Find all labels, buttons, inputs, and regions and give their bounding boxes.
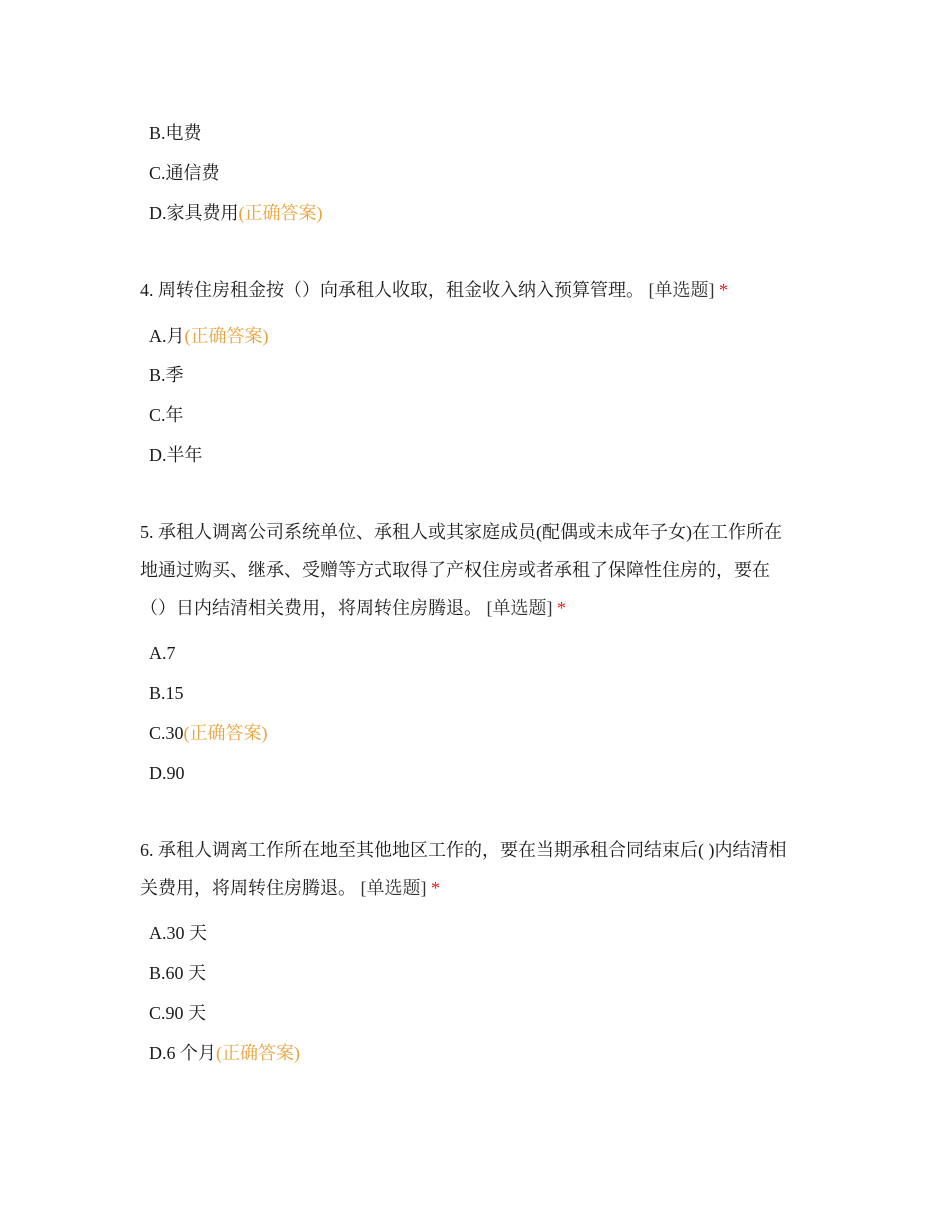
q4-option-c [149,403,184,427]
option-text: D.90 [149,763,185,783]
required-marker: * [431,878,440,898]
question-text: 关费用，将周转住房腾退。 [140,878,356,898]
option-text: C.通信费 [149,163,220,183]
question-text: （）日内结清相关费用，将周转住房腾退。 [140,598,482,618]
question-text: 4. 周转住房租金按（）向承租人收取，租金收入纳入预算管理。 [140,280,644,300]
q4-option-a [149,324,269,348]
question-6-line-1 [140,838,820,862]
question-type-tag: [单选题] [648,280,715,300]
question-5-line-1 [140,520,820,544]
option-text: A.30 天 [149,923,207,943]
q5-option-d [149,761,185,785]
q5-option-c [149,721,268,745]
option-text: D.6 个月 [149,1043,216,1063]
question-4 [140,278,820,302]
option-text: C.年 [149,405,184,425]
q6-option-a [149,921,207,945]
correct-answer-marker: (正确答案) [216,1043,300,1063]
q5-option-b [149,681,184,705]
q3-option-d [149,201,323,225]
option-text: B.电费 [149,123,202,143]
option-text: B.季 [149,365,184,385]
option-text: D.家具费用 [149,203,239,223]
q4-option-d [149,443,203,467]
correct-answer-marker: (正确答案) [238,203,323,223]
correct-answer-marker: (正确答案) [183,723,268,743]
option-text: C.30 [149,723,184,743]
question-5-line-2 [140,558,820,582]
required-marker: * [719,280,728,300]
q3-option-c [149,161,220,185]
option-text: C.90 天 [149,1003,207,1023]
question-type-tag: [单选题] [486,598,553,618]
question-type-tag: [单选题] [360,878,427,898]
option-text: B.60 天 [149,963,207,983]
q6-option-b [149,961,206,985]
question-6-line-2 [140,876,820,900]
q5-option-a [149,641,176,665]
q4-option-b [149,363,184,387]
option-text: B.15 [149,683,184,703]
option-text: A.7 [149,643,176,663]
question-text: 地通过购买、继承、受赠等方式取得了产权住房或者承租了保障性住房的，要在 [140,560,770,580]
q3-option-b [149,121,202,145]
question-5-line-3 [140,596,820,620]
q6-option-c [149,1001,206,1025]
correct-answer-marker: (正确答案) [184,326,269,346]
question-text: 5. 承租人调离公司系统单位、承租人或其家庭成员(配偶或未成年子女)在工作所在 [140,522,782,542]
required-marker: * [557,598,566,618]
q6-option-d [149,1041,300,1065]
question-text: 6. 承租人调离工作所在地至其他地区工作的，要在当期承租合同结束后( )内结清相 [140,840,787,860]
option-text: A.月 [149,326,185,346]
option-text: D.半年 [149,445,203,465]
